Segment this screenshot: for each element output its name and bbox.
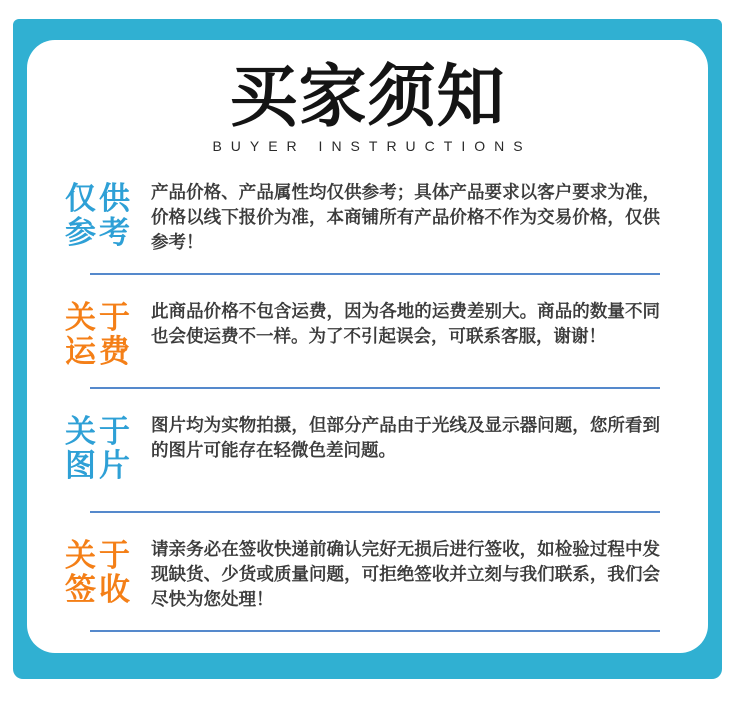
section-label-line2: 运费 — [65, 334, 133, 369]
section-label — [65, 539, 149, 607]
section-block-pictures — [65, 389, 660, 513]
section-label-line1: 关于 — [65, 538, 133, 573]
section-label-line2: 参考 — [65, 215, 133, 250]
section-body: 产品价格、产品属性均仅供参考；具体产品要求以客户要求为准，价格以线下报价为准，本商铺所有产品价格不作为交易价格，仅供参考！ — [151, 182, 660, 252]
section-label-line1: 关于 — [65, 414, 133, 449]
section-block-signing — [65, 513, 660, 632]
teal-frame — [13, 19, 722, 679]
section-body: 此商品价格不包含运费，因为各地的运费差别大。商品的数量不同也会使运费不一样。为了不引起误会，可联系客服，谢谢！ — [151, 301, 660, 346]
section-body: 图片均为实物拍摄，但部分产品由于光线及显示器问题，您所看到的图片可能存在轻微色差问题。 — [151, 415, 660, 460]
section-body: 请亲务必在签收快递前确认完好无损后进行签收，如检验过程中发现缺货、少货或质量问题，可拒绝签收并立刻与我们联系，我们会尽快为您处理！ — [151, 539, 660, 609]
section-label — [65, 415, 149, 483]
section-block-reference — [65, 170, 660, 275]
notice-card — [27, 40, 708, 653]
notice-section-pictures — [65, 389, 660, 493]
section-label-line2: 图片 — [65, 448, 133, 483]
section-label-line1: 关于 — [65, 300, 133, 335]
section-label — [65, 182, 149, 250]
section-label-line1: 仅供 — [65, 181, 133, 216]
page-subtitle: BUYER INSTRUCTIONS — [212, 138, 532, 154]
section-block-shipping — [65, 275, 660, 389]
page-title: 买家须知 — [229, 59, 506, 135]
section-label — [65, 301, 149, 369]
header — [27, 60, 708, 154]
sections-container — [27, 170, 708, 632]
notice-section-signing — [65, 513, 660, 622]
section-divider — [90, 630, 660, 632]
section-label-line2: 签收 — [65, 572, 133, 607]
notice-section-reference — [65, 170, 660, 265]
notice-section-shipping — [65, 275, 660, 379]
